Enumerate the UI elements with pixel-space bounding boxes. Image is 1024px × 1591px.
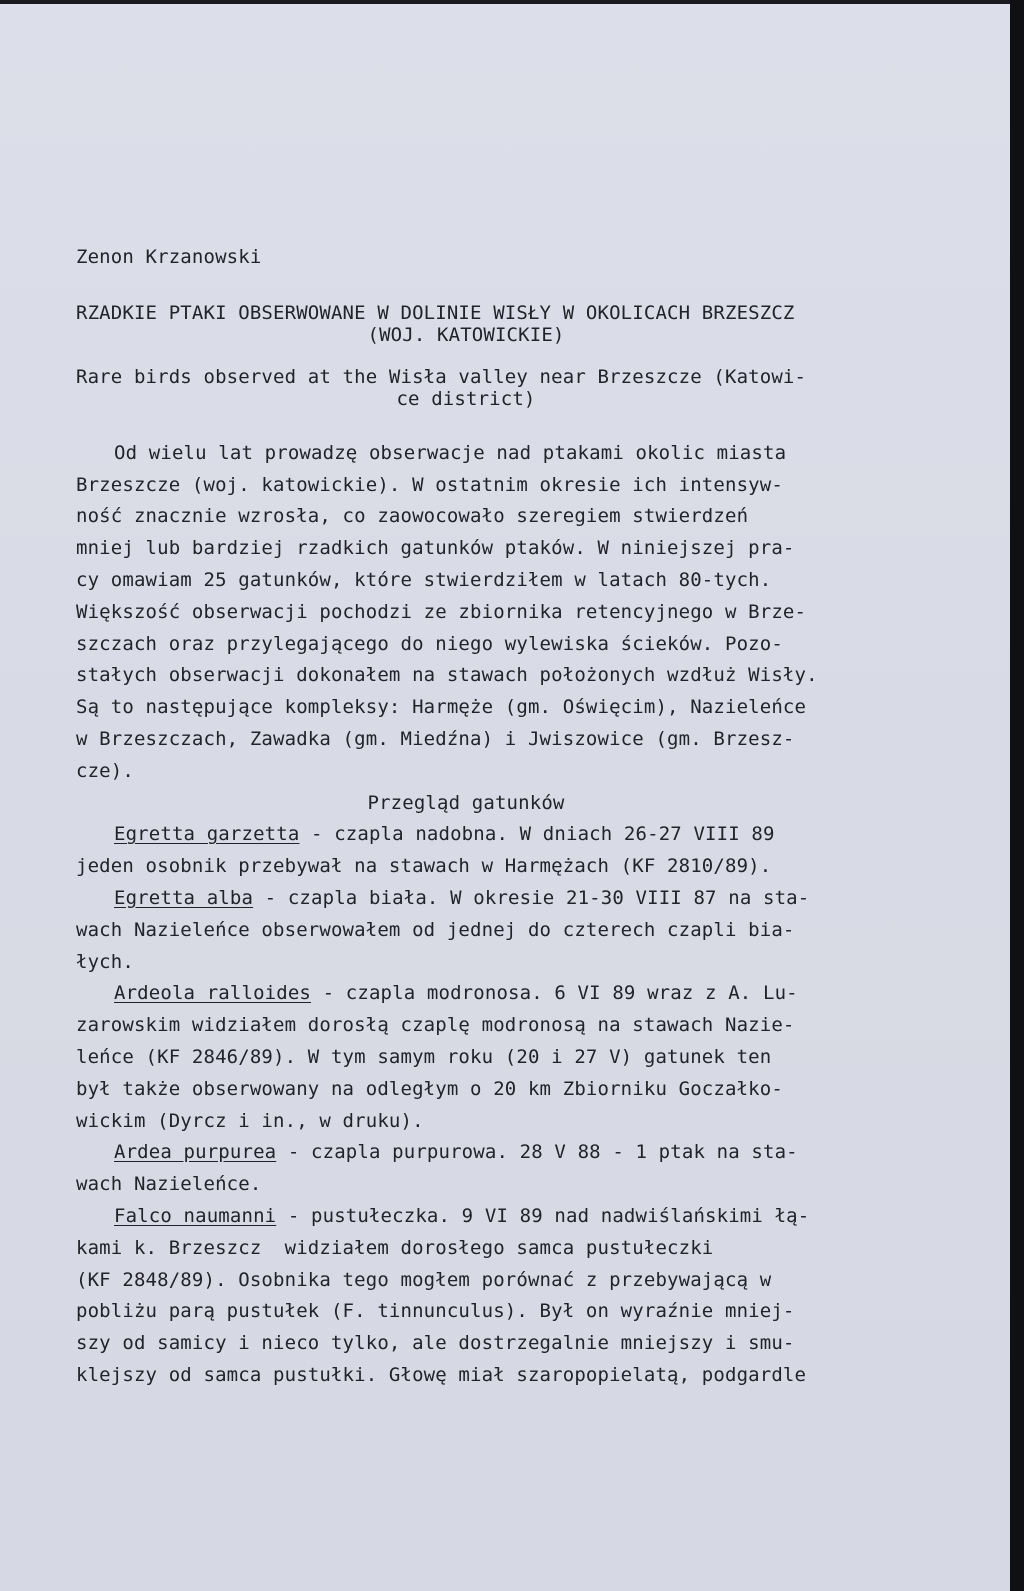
- species-entry-line: wach Nazieleńce.: [76, 1173, 262, 1196]
- title-en-line-1: Rare birds observed at the Wisła valley near Brzeszcze (Katowi-: [76, 365, 807, 388]
- species-entry-first-line: [76, 819, 856, 851]
- species-entry-line: (KF 2848/89). Osobnika tego mogłem porównać z przebywającą w: [76, 1268, 772, 1291]
- intro-line: ność znacznie wzrosła, co zaowocowało szeregiem stwierdzeń: [76, 505, 749, 528]
- species-entry-line: jeden osobnik przebywał na stawach w Harmężach (KF 2810/89).: [76, 855, 772, 878]
- species-entry-text: - czapla modronosa. 6 VI 89 wraz z A. Lu-: [311, 982, 798, 1005]
- intro-line: cze).: [76, 759, 134, 782]
- species-entry-first-line: [76, 978, 856, 1010]
- species-latin-name: Falco naumanni: [114, 1204, 277, 1227]
- intro-line: szczach oraz przylegającego do niego wylewiska ścieków. Pozo-: [76, 632, 783, 655]
- species-entry-line: pobliżu parą pustułek (F. tinnunculus). Był on wyraźnie mniej-: [76, 1300, 795, 1323]
- title-en-line-2: ce district): [396, 387, 536, 410]
- species-entry-text: - czapla purpurowa. 28 V 88 - 1 ptak na sta-: [276, 1141, 798, 1164]
- species-entry-line: był także obserwowany na odległym o 20 km Zbiorniku Goczałko-: [76, 1077, 783, 1100]
- species-entry-line: kami k. Brzeszcz widziałem dorosłego samca pustułeczki: [76, 1236, 714, 1259]
- species-latin-name: Ardeola ralloides: [114, 982, 312, 1005]
- intro-line: mniej lub bardziej rzadkich gatunków ptaków. W niniejszej pra-: [76, 537, 795, 560]
- species-entry-text: - czapla nadobna. W dniach 26-27 VIII 89: [299, 823, 775, 846]
- species-entry-text: - czapla biała. W okresie 21-30 VIII 87 na sta-: [253, 886, 810, 909]
- species-entry-line: łych.: [76, 950, 134, 973]
- title-pl-line-2: (WOJ. KATOWICKIE): [367, 323, 565, 346]
- typewritten-document: [76, 242, 856, 1392]
- species-entry-line: wach Nazieleńce obserwowałem od jednej do czterech czapli bia-: [76, 918, 795, 941]
- intro-line: Większość obserwacji pochodzi ze zbiornika retencyjnego w Brze-: [76, 600, 807, 623]
- intro-line: stałych obserwacji dokonałem na stawach położonych wzdłuż Wisły.: [76, 664, 818, 687]
- scan-edge-right: [1010, 0, 1024, 1591]
- species-entry-line: wickim (Dyrcz i in., w druku).: [76, 1109, 424, 1132]
- species-entry-line: klejszy od samca pustułki. Głowę miał szaropopielatą, podgardle: [76, 1363, 807, 1386]
- intro-line: Są to następujące kompleksy: Harmęże (gm. Oświęcim), Nazieleńce: [76, 696, 807, 719]
- title-pl-line-1: RZADKIE PTAKI OBSERWOWANE W DOLINIE WISŁY W OKOLICACH BRZESZCZ: [76, 301, 795, 324]
- species-latin-name: Ardea purpurea: [114, 1141, 277, 1164]
- species-entry-first-line: [76, 1137, 856, 1169]
- species-entry-line: zarowskim widziałem dorosłą czaplę modronosą na stawach Nazie-: [76, 1014, 795, 1037]
- species-entry-first-line: [76, 1201, 856, 1233]
- species-latin-name: Egretta garzetta: [114, 823, 300, 846]
- intro-line: w Brzeszczach, Zawadka (gm. Miedźna) i Jwiszowice (gm. Brzesz-: [76, 727, 795, 750]
- intro-line: Od wielu lat prowadzę obserwacje nad ptakami okolic miasta: [114, 441, 787, 464]
- intro-line: Brzeszcze (woj. katowickie). W ostatnim okresie ich intensyw-: [76, 473, 783, 496]
- species-entry-line: leńce (KF 2846/89). W tym samym roku (20 i 27 V) gatunek ten: [76, 1045, 772, 1068]
- species-latin-name: Egretta alba: [114, 886, 254, 909]
- species-entry-text: - pustułeczka. 9 VI 89 nad nadwiślańskimi łą-: [276, 1204, 810, 1227]
- intro-line: cy omawiam 25 gatunków, które stwierdziłem w latach 80-tych.: [76, 568, 772, 591]
- section-heading: Przegląd gatunków: [367, 791, 565, 814]
- species-entry-first-line: [76, 883, 856, 915]
- author-name: Zenon Krzanowski: [76, 246, 262, 268]
- species-entry-line: szy od samicy i nieco tylko, ale dostrzegalnie mniejszy i smu-: [76, 1332, 795, 1355]
